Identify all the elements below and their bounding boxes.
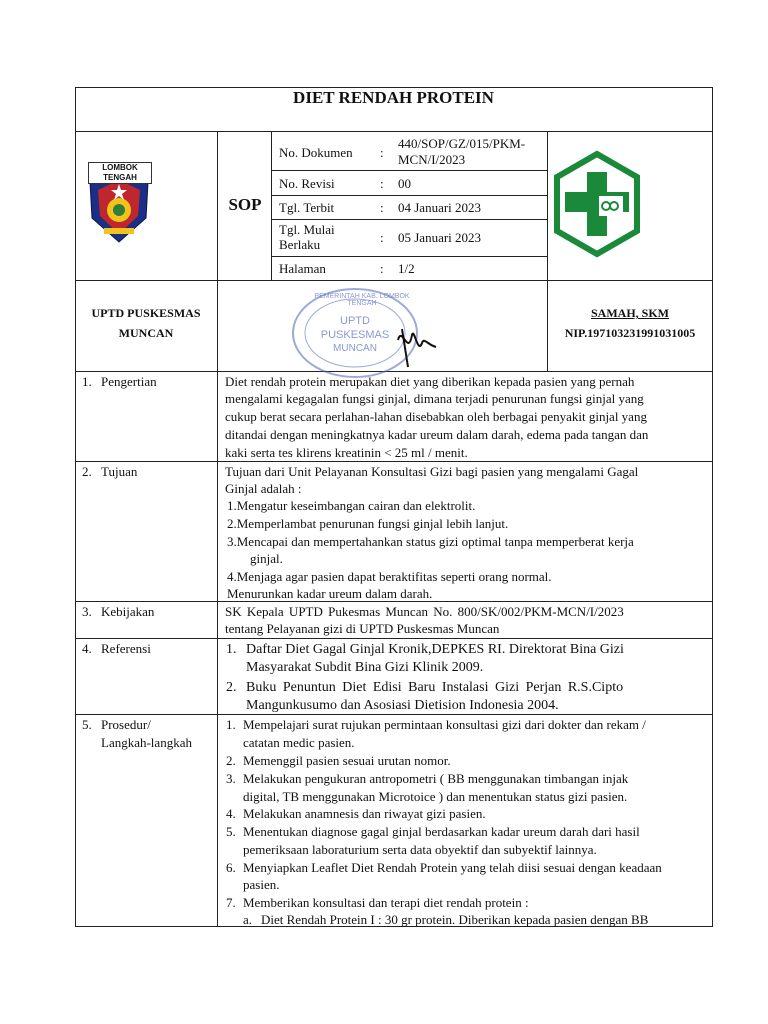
meta-colon: : bbox=[380, 176, 384, 191]
meta-label-tgl-mulai-1: Tgl. Mulai bbox=[279, 222, 335, 237]
prosedur-line: Menyiapkan Leaflet Diet Rendah Protein yang telah diisi sesuai dengan keadaan bbox=[243, 860, 662, 875]
stamp-line3: MUNCAN bbox=[333, 343, 377, 354]
meta-label-tgl-terbit: Tgl. Terbit bbox=[279, 200, 335, 215]
kebijakan-line: tentang Pelayanan gizi di UPTD Puskesmas Muncan bbox=[225, 621, 500, 636]
section-label-langkah: Langkah-langkah bbox=[101, 735, 192, 750]
prosedur-number: 1. bbox=[226, 717, 236, 732]
divider bbox=[271, 219, 547, 220]
section-label-pengertian: Pengertian bbox=[101, 374, 157, 389]
referensi-line: Masyarakat Subdit Bina Gizi Klinik 2009. bbox=[246, 660, 484, 675]
section-number: 2. bbox=[82, 464, 92, 479]
pengertian-line: kaki serta tes klirens kreatinin < 25 ml / menit. bbox=[225, 445, 468, 460]
meta-value-halaman: 1/2 bbox=[398, 261, 415, 276]
tujuan-line: 4.Menjaga agar pasien dapat beraktifitas seperti orang normal. bbox=[227, 569, 552, 584]
prosedur-number: 7. bbox=[226, 895, 236, 910]
divider bbox=[271, 195, 547, 196]
tujuan-line: Ginjal adalah : bbox=[225, 481, 302, 496]
section-label-kebijakan: Kebijakan bbox=[101, 604, 155, 619]
meta-value-no-dokumen-2: MCN/I/2023 bbox=[398, 152, 466, 167]
meta-label-no-revisi: No. Revisi bbox=[279, 176, 335, 191]
divider bbox=[271, 170, 547, 171]
prosedur-line: Melakukan pengukuran antropometri ( BB menggunakan timbangan injak bbox=[243, 771, 629, 786]
prosedur-line: Melakukan anamnesis dan riwayat gizi pasien. bbox=[243, 806, 486, 821]
prosedur-number: 2. bbox=[226, 753, 236, 768]
prosedur-sub-letter: a. bbox=[243, 912, 253, 927]
prosedur-line: Mempelajari surat rujukan permintaan konsultasi gizi dari dokter dan rekam / bbox=[243, 717, 646, 732]
referensi-number: 2. bbox=[226, 680, 237, 695]
meta-colon: : bbox=[380, 261, 384, 276]
sop-label: SOP bbox=[228, 195, 262, 214]
meta-colon: : bbox=[380, 145, 384, 160]
divider bbox=[75, 638, 713, 639]
tujuan-line: Menurunkan kadar ureum dalam darah. bbox=[227, 586, 433, 601]
divider bbox=[271, 256, 547, 257]
meta-value-tgl-mulai: 05 Januari 2023 bbox=[398, 230, 482, 245]
divider bbox=[75, 280, 713, 281]
signer-name: SAMAH, SKM bbox=[591, 306, 669, 320]
referensi-line: Buku Penuntun Diet Edisi Baru Instalasi Gizi Perjan R.S.Cipto bbox=[246, 680, 624, 695]
divider bbox=[75, 714, 713, 715]
section-label-referensi: Referensi bbox=[101, 641, 151, 656]
pengertian-line: ditandai dengan meningkatnya kadar ureum dalam darah, edema pada tangan dan bbox=[225, 427, 649, 442]
section-number: 3. bbox=[82, 604, 92, 619]
meta-colon: : bbox=[380, 230, 384, 245]
tujuan-line: Tujuan dari Unit Pelayanan Konsultasi Gizi bagi pasien yang mengalami Gagal bbox=[225, 464, 639, 479]
divider bbox=[75, 131, 713, 132]
prosedur-line: Memberikan konsultasi dan terapi diet rendah protein : bbox=[243, 895, 529, 910]
referensi-number: 1. bbox=[226, 642, 237, 657]
section-number: 5. bbox=[82, 717, 92, 732]
referensi-line: Mangunkusumo dan Asosiasi Dietision Indonesia 2004. bbox=[246, 698, 559, 713]
tujuan-line: ginjal. bbox=[250, 551, 283, 566]
tujuan-line: 2.Memperlambat penurunan fungsi ginjal lebih lanjut. bbox=[227, 516, 509, 531]
meta-value-no-dokumen-1: 440/SOP/GZ/015/PKM- bbox=[398, 136, 526, 151]
prosedur-number: 3. bbox=[226, 771, 236, 786]
tujuan-line: 1.Mengatur keseimbangan cairan dan elektrolit. bbox=[227, 498, 476, 513]
prosedur-line: Menentukan diagnose gagal ginjal berdasarkan kadar ureum darah dari hasil bbox=[243, 824, 640, 839]
prosedur-number: 5. bbox=[226, 824, 236, 839]
divider bbox=[217, 371, 218, 927]
stamp-line2: PUSKESMAS bbox=[320, 329, 390, 341]
pengertian-line: cukup berat secara perlahan-lahan disebabkan oleh berbagai penyakit ginjal yang bbox=[225, 409, 647, 424]
meta-colon: : bbox=[380, 200, 384, 215]
tujuan-line: 3.Mencapai dan mempertahankan status gizi optimal tanpa memperberat kerja bbox=[227, 534, 634, 549]
lombok-tengah-logo bbox=[86, 160, 152, 255]
meta-label-no-dokumen: No. Dokumen bbox=[279, 145, 353, 160]
prosedur-line: Diet Rendah Protein I : 30 gr protein. Diberikan kepada pasien dengan BB bbox=[261, 912, 649, 927]
kebijakan-line: SK Kepala UPTD Pukesmas Muncan No. 800/SK/002/PKM-MCN/I/2023 bbox=[225, 604, 624, 619]
divider bbox=[75, 461, 713, 462]
official-stamp bbox=[290, 285, 440, 385]
prosedur-line: Memenggil pasien sesuai urutan nomor. bbox=[243, 753, 451, 768]
meta-label-tgl-mulai-2: Berlaku bbox=[279, 237, 321, 252]
prosedur-line: digital, TB menggunakan Microtoice ) dan menentukan status gizi pasien. bbox=[243, 789, 628, 804]
stamp-line1: UPTD bbox=[340, 315, 370, 327]
prosedur-line: pasien. bbox=[243, 877, 280, 892]
pengertian-line: mengalami kegagalan fungsi ginjal, dimana terjadi penurunan fungsi ginjal yang bbox=[225, 391, 644, 406]
divider bbox=[217, 131, 218, 371]
logo-banner: LOMBOK TENGAH bbox=[88, 162, 152, 184]
org-name-line2: MUNCAN bbox=[118, 326, 174, 340]
divider bbox=[271, 131, 272, 280]
stamp-outer-text: PEMERINTAH KAB. LOMBOK TENGAH bbox=[314, 293, 410, 307]
meta-value-tgl-terbit: 04 Januari 2023 bbox=[398, 200, 482, 215]
page-title: DIET RENDAH PROTEIN bbox=[293, 88, 494, 107]
prosedur-number: 6. bbox=[226, 860, 236, 875]
referensi-line: Daftar Diet Gagal Ginjal Kronik,DEPKES RI. Direktorat Bina Gizi bbox=[246, 642, 624, 657]
section-number: 1. bbox=[82, 374, 92, 389]
meta-value-no-revisi: 00 bbox=[398, 176, 411, 191]
section-label-tujuan: Tujuan bbox=[101, 464, 138, 479]
section-number: 4. bbox=[82, 641, 92, 656]
prosedur-number: 4. bbox=[226, 806, 236, 821]
section-label-prosedur: Prosedur/ bbox=[101, 717, 151, 732]
prosedur-line: pemeriksaan laboraturium serta data obyektif dan subyektif lainnya. bbox=[243, 842, 597, 857]
puskesmas-logo bbox=[551, 150, 643, 258]
meta-label-halaman: Halaman bbox=[279, 261, 326, 276]
prosedur-line: catatan medic pasien. bbox=[243, 735, 355, 750]
signer-nip: NIP.197103231991031005 bbox=[564, 326, 696, 340]
pengertian-line: Diet rendah protein merupakan diet yang diberikan kepada pasien yang pernah bbox=[225, 374, 635, 389]
org-name-line1: UPTD PUSKESMAS bbox=[91, 306, 201, 320]
